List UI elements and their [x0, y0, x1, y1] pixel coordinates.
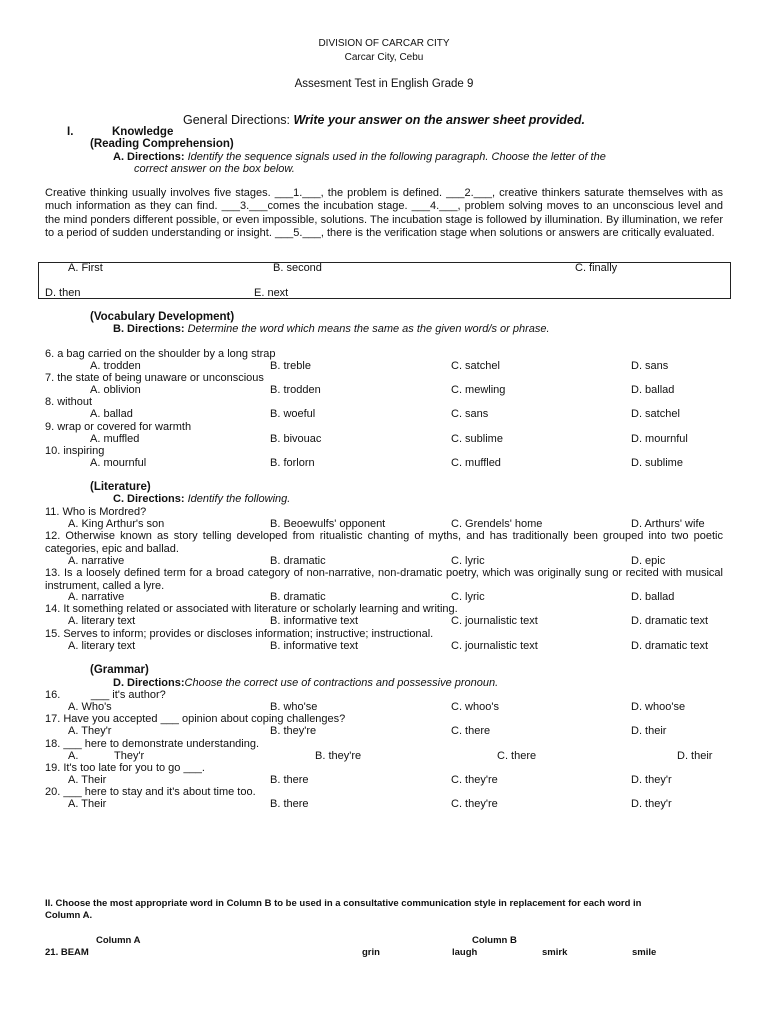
option-b: B. there — [270, 798, 309, 810]
directions-a — [113, 151, 606, 163]
option-a: A. narrative — [68, 555, 125, 567]
option-d: D. their — [631, 725, 667, 737]
question-6: 6. a bag carried on the shoulder by a long strap — [45, 348, 276, 360]
general-directions-label: General Directions: — [183, 113, 290, 127]
question-20: 20. ___ here to stay and it's about time too. — [45, 786, 256, 798]
option-b: B. Beoewulfs' opponent — [270, 518, 386, 530]
option-d: D. satchel — [631, 408, 680, 420]
question-12: 12. Otherwise known as story telling developed from ritualistic chanting of myths, and has traditionally been grouped into two poetic categories, epic and ballad. — [45, 530, 723, 555]
paragraph-text: , the problem is defined. — [320, 187, 447, 199]
directions-b — [113, 323, 550, 335]
directions-a-text: Identify the sequence signals used in the following paragraph. Choose the letter of the — [187, 151, 606, 163]
directions-d-label: D. Directions: — [113, 677, 185, 689]
option-b: B. bivouac — [270, 433, 322, 445]
option-a: A. — [68, 750, 79, 762]
question-14-options — [0, 615, 768, 628]
section-literature: (Literature) — [90, 481, 151, 493]
question-8-options — [0, 408, 768, 421]
directions-c-label: C. Directions: — [113, 493, 185, 505]
option-b: B. forlorn — [270, 457, 315, 469]
option-d: D. they'r — [631, 798, 672, 810]
option-a: A. mournful — [90, 457, 147, 469]
paragraph-text: , creative thinkers saturate themselves with as much information as they can find. — [45, 187, 723, 213]
blank-5: ___5.___ — [274, 227, 321, 240]
box-choice-b: B. second — [273, 262, 322, 274]
option-a: A. King Arthur's son — [68, 518, 165, 530]
option-d: D. whoo'se — [631, 701, 686, 713]
box-choice-c: C. finally — [575, 262, 618, 274]
part-two-instructions: II. Choose the most appropriate word in Column B to be used in a consultative communication style in replacement for each word in — [45, 898, 642, 909]
question-7-options — [0, 384, 768, 397]
option-c: C. satchel — [451, 360, 500, 372]
question-18: 18. ___ here to demonstrate understanding. — [45, 738, 260, 750]
option-c: C. they're — [451, 774, 498, 786]
option-d: D. epic — [631, 555, 666, 567]
option-a-value: They'r — [114, 750, 145, 762]
option-d: D. dramatic text — [631, 615, 709, 627]
question-13: 13. Is a loosely defined term for a broad category of non-narrative, non-dramatic poetry, which was originally sung or recited with musical instrument, called a lyre. — [45, 567, 723, 592]
question-9-options — [0, 433, 768, 446]
paragraph-text: Creative thinking usually involves five stages. — [45, 187, 275, 199]
directions-d-text: Choose the correct use of contractions and possessive pronoun. — [184, 677, 499, 689]
option-d: D. sublime — [631, 457, 683, 469]
box-choice-e: E. next — [254, 287, 289, 299]
column-b-option: smile — [632, 947, 657, 958]
general-directions — [0, 113, 768, 127]
column-b-header: Column B — [472, 935, 517, 946]
option-b: B. informative text — [270, 615, 359, 627]
option-b: B. they're — [315, 750, 362, 762]
paragraph-text: comes the incubation stage. — [267, 200, 412, 213]
question-10-options — [0, 457, 768, 470]
column-a-header: Column A — [96, 935, 141, 946]
option-c: C. whoo's — [451, 701, 499, 713]
question-8: 8. without — [45, 396, 93, 408]
section-grammar: (Grammar) — [90, 664, 149, 676]
directions-c-text: Identify the following. — [187, 493, 291, 505]
question-15-options — [0, 640, 768, 653]
blank-1: ___1.___ — [274, 187, 321, 199]
question-14: 14. It something related or associated with literature or scholarly learning and writing. — [45, 603, 458, 615]
option-b: B. informative text — [270, 640, 359, 652]
question-11: 11. Who is Mordred? — [45, 506, 147, 518]
option-c: C. there — [497, 750, 537, 762]
blank-3: ___3.___ — [221, 200, 268, 213]
option-d: D. dramatic text — [631, 640, 709, 652]
reading-paragraph — [45, 187, 723, 241]
question-21: 21. BEAM — [45, 947, 89, 958]
column-b-option: smirk — [542, 947, 568, 958]
option-a: A. Their — [68, 798, 107, 810]
part-two-instructions-cont: Column A. — [45, 910, 93, 921]
option-d: D. they'r — [631, 774, 672, 786]
option-d: D. mournful — [631, 433, 688, 445]
question-19: 19. It's too late for you to go ___. — [45, 762, 205, 774]
section-vocabulary: (Vocabulary Development) — [90, 311, 235, 323]
column-b-option: laugh — [452, 947, 478, 958]
option-d: D. their — [677, 750, 713, 762]
column-b-option: grin — [362, 947, 380, 958]
option-b: B. dramatic — [270, 591, 326, 603]
directions-a-label: A. Directions: — [113, 151, 185, 163]
question-15: 15. Serves to inform; provides or discloses information; instructive; instructional. — [45, 628, 434, 640]
option-a: A. trodden — [90, 360, 141, 372]
general-directions-text: Write your answer on the answer sheet provided. — [293, 113, 585, 127]
option-a: A. They'r — [68, 725, 112, 737]
option-b: B. who'se — [270, 701, 318, 713]
question-7: 7. the state of being unaware or unconscious — [45, 372, 264, 384]
option-b: B. treble — [270, 360, 311, 372]
option-d: D. ballad — [631, 384, 675, 396]
question-9: 9. wrap or covered for warmth — [45, 421, 192, 433]
option-c: C. muffled — [451, 457, 501, 469]
directions-a-text-cont: correct answer on the box below. — [134, 163, 295, 175]
option-c: C. they're — [451, 798, 498, 810]
part-one-numeral: I. — [67, 126, 74, 138]
blank-4: ___4.___ — [411, 200, 458, 213]
question-17: 17. Have you accepted ___ opinion about coping challenges? — [45, 713, 346, 725]
directions-b-text: Determine the word which means the same as the given word/s or phrase. — [187, 323, 550, 335]
option-c: C. lyric — [451, 555, 485, 567]
part-one-title: Knowledge — [112, 126, 174, 138]
question-16: 16. ___ it's author? — [45, 689, 166, 701]
option-c: C. lyric — [451, 591, 485, 603]
test-title: Assesment Test in English Grade 9 — [294, 78, 474, 90]
question-17-options — [0, 725, 768, 738]
option-b: B. there — [270, 774, 309, 786]
option-d: D. sans — [631, 360, 669, 372]
directions-b-label: B. Directions: — [113, 323, 185, 335]
answer-choice-box — [38, 262, 731, 299]
option-b: B. they're — [270, 725, 317, 737]
option-d: D. Arthurs' wife — [631, 518, 705, 530]
option-c: C. journalistic text — [451, 615, 538, 627]
blank-2: ___2.___ — [446, 187, 493, 199]
paragraph-text: , there is the verification stage when solutions or answers are critically evaluated. — [320, 227, 715, 240]
city-name: Carcar City, Cebu — [344, 52, 424, 63]
option-c: C. there — [451, 725, 491, 737]
option-a: A. Who's — [68, 701, 112, 713]
option-a: A. Their — [68, 774, 107, 786]
directions-c — [113, 493, 290, 505]
option-c: C. journalistic text — [451, 640, 538, 652]
option-b: B. trodden — [270, 384, 321, 396]
box-choice-a: A. First — [68, 262, 103, 274]
option-a: A. narrative — [68, 591, 125, 603]
box-choice-d: D. then — [45, 287, 81, 299]
directions-d — [113, 677, 498, 689]
section-reading-comprehension: (Reading Comprehension) — [90, 138, 234, 150]
option-c: C. sublime — [451, 433, 503, 445]
option-a: A. literary text — [68, 615, 136, 627]
option-b: B. dramatic — [270, 555, 326, 567]
paragraph-text: , problem solving moves to an unconscious level and the mind ponders different possible, or even impossible, solutions. The incubation stage is followed by illumination. By illumination, we refer to a period of sudden understanding or insight. — [45, 200, 724, 240]
option-a: A. oblivion — [90, 384, 141, 396]
option-a: A. literary text — [68, 640, 136, 652]
option-c: C. mewling — [451, 384, 506, 396]
question-20-options — [0, 798, 768, 811]
option-a: A. ballad — [90, 408, 133, 420]
option-c: C. Grendels' home — [451, 518, 543, 530]
division-name: DIVISION OF CARCAR CITY — [318, 38, 450, 49]
option-d: D. ballad — [631, 591, 675, 603]
question-10: 10. inspiring — [45, 445, 105, 457]
option-b: B. woeful — [270, 408, 316, 420]
option-c: C. sans — [451, 408, 489, 420]
option-a: A. muffled — [90, 433, 140, 445]
